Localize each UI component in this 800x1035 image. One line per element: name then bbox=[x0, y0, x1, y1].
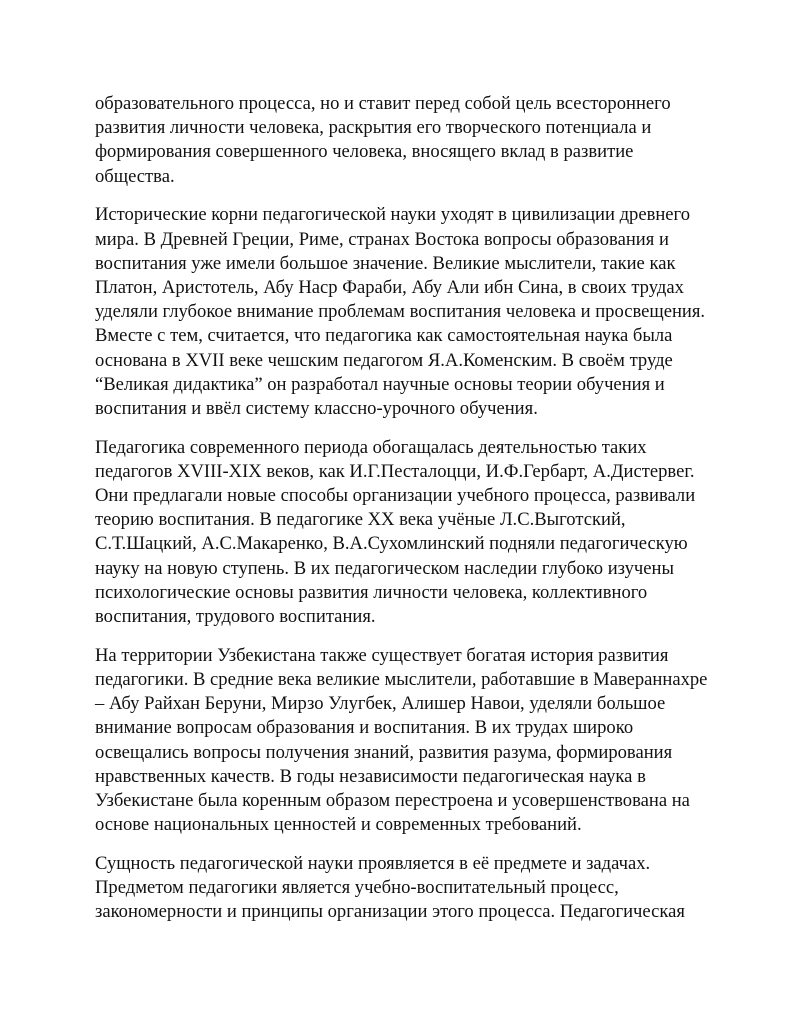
text-line: воспитания уже имели большое значение. Великие мыслители, такие как bbox=[95, 252, 676, 274]
paragraph-3 bbox=[95, 436, 707, 630]
text-line: формирования совершенного человека, вносящего вклад в развитие bbox=[95, 141, 634, 163]
text-line: уделяли глубокое внимание проблемам воспитания человека и просвещения. bbox=[95, 301, 706, 323]
text-line: Они предлагали новые способы организации учебного процесса, развивали bbox=[95, 485, 696, 507]
text-line: психологические основы развития личности человека, коллективного bbox=[95, 581, 648, 603]
text-line: – Абу Райхан Беруни, Мирзо Улугбек, Алишер Навои, уделяли большое bbox=[95, 693, 666, 715]
text-line: “Великая дидактика” он разработал научные основы теории обучения и bbox=[95, 373, 665, 395]
text-line: педагогов XVIII-XIX веков, как И.Г.Песталоцци, И.Ф.Гербарт, А.Дистервег. bbox=[95, 460, 695, 482]
text-line: науку на новую ступень. В их педагогическом наследии глубоко изучены bbox=[95, 557, 674, 579]
text-line: На территории Узбекистана также существует богатая история развития bbox=[95, 644, 669, 666]
text-line: Педагогика современного периода обогащалась деятельностью таких bbox=[95, 436, 647, 458]
text-line: Узбекистане была коренным образом перестроена и усовершенствована на bbox=[95, 789, 690, 811]
paragraph-4 bbox=[95, 644, 707, 838]
text-line: общества. bbox=[95, 165, 175, 187]
text-line: образовательного процесса, но и ставит перед собой цель всестороннего bbox=[95, 93, 671, 114]
paragraph-5 bbox=[95, 852, 707, 925]
body-text bbox=[95, 92, 707, 939]
text-line: Платон, Аристотель, Абу Наср Фараби, Абу Али ибн Сина, в своих трудах bbox=[95, 276, 684, 298]
text-line: нравственных качеств. В годы независимости педагогическая наука в bbox=[95, 765, 646, 787]
text-line: воспитания, трудового воспитания. bbox=[95, 606, 376, 628]
text-line: закономерности и принципы организации этого процесса. Педагогическая bbox=[95, 901, 685, 923]
text-line: Сущность педагогической науки проявляется в её предмете и задачах. bbox=[95, 852, 651, 874]
text-line: Исторические корни педагогической науки уходят в цивилизации древнего bbox=[95, 204, 691, 226]
text-line: Вместе с тем, считается, что педагогика как самостоятельная наука была bbox=[95, 325, 673, 347]
text-line: основе национальных ценностей и современных требований. bbox=[95, 814, 582, 836]
text-line: внимание вопросам образования и воспитания. В их трудах широко bbox=[95, 717, 634, 739]
text-line: педагогики. В средние века великие мыслители, работавшие в Мавераннахре bbox=[95, 668, 708, 690]
text-line: теорию воспитания. В педагогике XX века учёные Л.С.Выготский, bbox=[95, 509, 626, 531]
text-line: освещались вопросы получения знаний, развития разума, формирования bbox=[95, 741, 673, 763]
paragraph-1 bbox=[95, 92, 707, 189]
text-line: Предметом педагогики является учебно-воспитательный процесс, bbox=[95, 877, 619, 899]
text-line: С.Т.Шацкий, А.С.Макаренко, В.А.Сухомлинский подняли педагогическую bbox=[95, 533, 688, 555]
text-line: основана в XVII веке чешским педагогом Я.А.Коменским. В своём труде bbox=[95, 349, 673, 371]
text-line: воспитания и ввёл систему классно-урочного обучения. bbox=[95, 397, 538, 419]
text-line: мира. В Древней Греции, Риме, странах Востока вопросы образования и bbox=[95, 228, 669, 250]
paragraph-2 bbox=[95, 203, 707, 421]
text-line: развития личности человека, раскрытия его творческого потенциала и bbox=[95, 117, 652, 139]
